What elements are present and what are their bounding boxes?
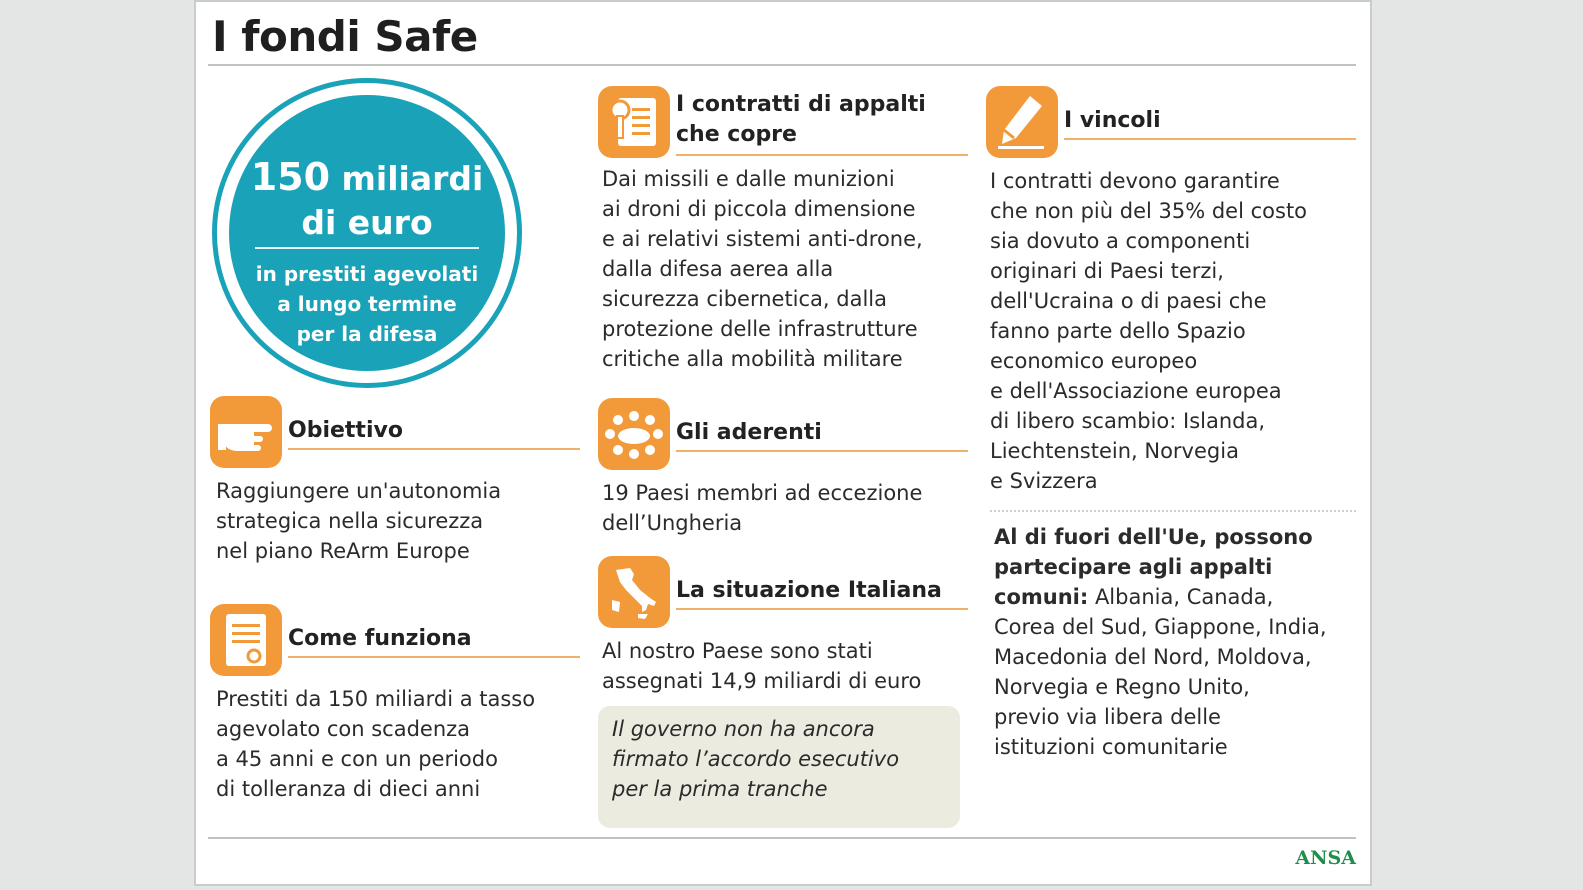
bottom-divider xyxy=(208,837,1356,839)
source-logo: ANSA xyxy=(1295,847,1356,869)
extra-countries-lead: Al di fuori dell'Ue, possono partecipare agli appalti comuni: xyxy=(994,525,1313,609)
extra-countries-list: Albania, Canada, Corea del Sud, Giappone, India, Macedonia del Nord, Moldova, Norvegia e Regno Unito, previo via libera delle istituzioni comunitarie xyxy=(994,585,1327,759)
section-obiettivo xyxy=(210,396,582,576)
amount-number: 150 xyxy=(250,155,331,199)
pointing-hand-icon xyxy=(210,396,282,468)
top-divider xyxy=(208,64,1356,66)
section-rule xyxy=(1064,138,1356,140)
section-title: I contratti di appalti che copre xyxy=(676,92,926,147)
section-title: La situazione Italiana xyxy=(676,578,942,603)
infographic-card xyxy=(196,2,1370,884)
section-rule xyxy=(676,154,968,156)
extra-countries xyxy=(994,522,1356,762)
italia-note-text: Il governo non ha ancora firmato l’accordo esecutivo per la prima tranche xyxy=(612,717,900,801)
section-come-funziona xyxy=(210,604,582,814)
amount-currency: di euro xyxy=(301,203,433,242)
section-body: Prestiti da 150 miliardi a tasso agevolato con scadenza a 45 anni e con un periodo di tolleranza di dieci anni xyxy=(216,687,536,801)
dotted-divider xyxy=(990,510,1356,512)
document-seal-icon xyxy=(210,604,282,676)
contract-icon xyxy=(598,86,670,158)
section-rule xyxy=(288,656,580,658)
section-body: Al nostro Paese sono stati assegnati 14,9 miliardi di euro xyxy=(602,639,922,693)
amount-unit: miliardi xyxy=(330,159,484,198)
italy-map-icon xyxy=(598,556,670,628)
section-rule xyxy=(676,608,968,610)
section-aderenti xyxy=(598,398,970,548)
section-title: Gli aderenti xyxy=(676,420,822,445)
section-italia xyxy=(598,556,970,701)
circle-divider xyxy=(255,247,479,249)
amount-circle xyxy=(212,78,522,388)
amount-description: in prestiti agevolati a lungo termine per la difesa xyxy=(255,262,479,346)
pencil-icon xyxy=(986,86,1058,158)
section-body: Raggiungere un'autonomia strategica nella sicurezza nel piano ReArm Europe xyxy=(216,479,502,563)
section-title: Come funziona xyxy=(288,626,472,651)
section-title: Obiettivo xyxy=(288,418,403,443)
meeting-icon xyxy=(598,398,670,470)
section-body: Dai missili e dalle munizioni ai droni di piccola dimensione e ai relativi sistemi anti-drone, dalla difesa aerea alla sicurezza cibernetica, dalla protezione delle infrastrutture critiche alla mobilità militare xyxy=(602,167,923,371)
section-body: I contratti devono garantire che non più del 35% del costo sia dovuto a componenti originari di Paesi terzi, dell'Ucraina o di paesi che fanno parte dello Spazio economico europeo e dell'Associazione europea di libero scambio: Islanda, Liechtenstein, Norvegia e Svizzera xyxy=(990,169,1308,493)
section-vincoli xyxy=(986,86,1358,506)
amount-headline xyxy=(229,155,505,245)
section-contratti xyxy=(598,86,970,386)
amount-circle-fill xyxy=(229,95,505,371)
section-body: 19 Paesi membri ad eccezione dell’Ungheria xyxy=(602,481,923,535)
section-title: I vincoli xyxy=(1064,108,1161,133)
italia-note xyxy=(598,706,960,828)
page-title: I fondi Safe xyxy=(212,12,478,61)
section-rule xyxy=(288,448,580,450)
section-rule xyxy=(676,450,968,452)
